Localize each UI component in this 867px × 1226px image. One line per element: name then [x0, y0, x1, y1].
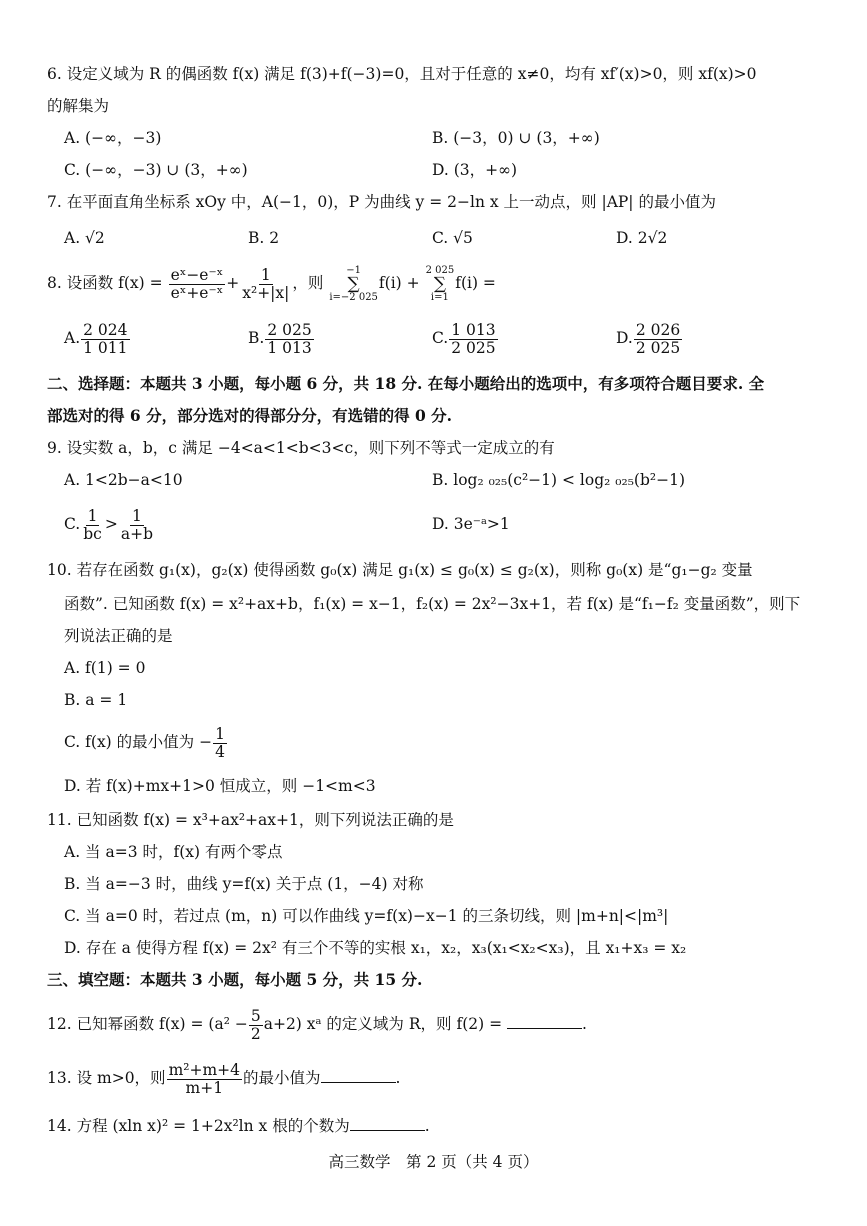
q8-stem: 8. 设函数 f(x) = $\frac{\text{eˣ−e⁻ˣ}}{\text{eˣ+e⁻ˣ}}$ + $\frac{1}{\text{x²+|x|}}$ ，则 −1 ∑ i=−2 025 f(i) + 2 025 ∑ i=1 f(i) = — [47, 264, 496, 303]
q9-option-c: C. $\frac{1}{bc}$ > $\frac{1}{a+b}$ — [64, 506, 153, 543]
q8-term-2: f(i) = — [455, 274, 496, 292]
section3-heading: 三、填空题：本题共 3 小题，每小题 5 分，共 15 分. — [47, 970, 423, 989]
q6-stem-line2: 的解集为 — [47, 97, 110, 115]
q6-option-b: B. (−3，0) ∪ (3，+∞) — [432, 129, 600, 147]
q7-option-a: A. √2 — [64, 229, 105, 247]
q7-stem: 7. 在平面直角坐标系 xOy 中，A(−1，0)，P 为曲线 y = 2−ln x 上一动点，则 |AP| 的最小值为 — [47, 193, 716, 211]
q11-option-d: D. 存在 a 使得方程 f(x) = 2x² 有三个不等的实根 x₁，x₂，x₃(x₁<x₂<x₃)，且 x₁+x₃ = x₂ — [64, 939, 687, 957]
q10-option-c: C. f(x) 的最小值为 − $\frac{1}{4}$ — [64, 724, 225, 761]
q7-option-c: C. √5 — [432, 229, 473, 247]
q6-stem-line1: 6. 设定义域为 R 的偶函数 f(x) 满足 f(3)+f(−3)=0，且对于任意的 x≠0，均有 xf′(x)>0，则 xf(x)>0 — [47, 65, 757, 83]
q6-option-d: D. (3，+∞) — [432, 161, 518, 179]
q8-fraction-1: $\frac{\text{eˣ−e⁻ˣ}}{\text{eˣ+e⁻ˣ}}$ — [170, 265, 224, 302]
q10-option-b: B. a = 1 — [64, 691, 128, 709]
q11-stem: 11. 已知函数 f(x) = x³+ax²+ax+1，则下列说法正确的是 — [47, 811, 454, 829]
q8-option-b: B. $\frac{2 025}{1 013}$ — [248, 320, 312, 357]
q13-answer-blank[interactable] — [321, 1066, 396, 1083]
q8-fraction-2: $\frac{1}{\text{x²+|x|}}$ — [242, 265, 290, 302]
q14-answer-blank[interactable] — [350, 1114, 425, 1131]
section2-heading-line2: 部选对的得 6 分，部分选对的得部分分，有选错的得 0 分. — [47, 406, 453, 425]
q9-stem: 9. 设实数 a，b，c 满足 −4<a<1<b<3<c，则下列不等式一定成立的有 — [47, 439, 555, 457]
q8-sum-1: −1 ∑ i=−2 025 — [329, 264, 378, 303]
q8-term-1: f(i) + — [378, 274, 420, 292]
q11-option-c: C. 当 a=0 时，若过点 (m，n) 可以作曲线 y=f(x)−x−1 的三条切线，则 |m+n|<|m³| — [64, 907, 669, 925]
q12-stem: 12. 已知幂函数 f(x) = (a² − $\frac{5}{2}$ a+2) xᵃ 的定义域为 R，则 f(2) = . — [47, 1006, 587, 1043]
q8-option-a: A. $\frac{2 024}{1 011}$ — [64, 320, 128, 357]
q9-option-d: D. 3e⁻ᵃ>1 — [432, 515, 510, 533]
q14-stem: 14. 方程 (xln x)² = 1+2x²ln x 根的个数为 . — [47, 1114, 430, 1138]
q13-stem: 13. 设 m>0，则 $\frac{\text{m²+m+4}}{m+1}$ 的最小值为 . — [47, 1060, 401, 1097]
q6-option-c: C. (−∞，−3) ∪ (3，+∞) — [64, 161, 248, 179]
q9-option-a: A. 1<2b−a<10 — [64, 471, 183, 489]
q7-option-b: B. 2 — [248, 229, 280, 247]
q10-stem-line3: 列说法正确的是 — [64, 627, 173, 645]
q11-option-b: B. 当 a=−3 时，曲线 y=f(x) 关于点 (1，−4) 对称 — [64, 875, 424, 893]
q10-stem-line1: 10. 若存在函数 g₁(x)，g₂(x) 使得函数 g₀(x) 满足 g₁(x) ≤ g₀(x) ≤ g₂(x)，则称 g₀(x) 是“g₁−g₂ 变量 — [47, 561, 753, 579]
q12-answer-blank[interactable] — [507, 1012, 582, 1029]
q8-prefix: 8. 设函数 f(x) = — [47, 274, 163, 292]
section2-heading-line1: 二、选择题：本题共 3 小题，每小题 6 分，共 18 分. 在每小题给出的选项中，有多项符合题目要求. 全 — [47, 374, 765, 393]
q8-option-d: D. $\frac{2 026}{2 025}$ — [616, 320, 681, 357]
q8-sum-2: 2 025 ∑ i=1 — [425, 264, 455, 303]
q6-option-a: A. (−∞，−3) — [64, 129, 162, 147]
q9-option-b: B. log₂ ₀₂₅(c²−1) < log₂ ₀₂₅(b²−1) — [432, 471, 685, 489]
q8-option-c: C. $\frac{1 013}{2 025}$ — [432, 320, 496, 357]
q7-option-d: D. 2√2 — [616, 229, 668, 247]
q10-option-a: A. f(1) = 0 — [64, 659, 146, 677]
q11-option-a: A. 当 a=3 时，f(x) 有两个零点 — [64, 843, 283, 861]
page-footer: 高三数学 第 2 页（共 4 页） — [328, 1153, 539, 1171]
q10-option-d: D. 若 f(x)+mx+1>0 恒成立，则 −1<m<3 — [64, 777, 376, 795]
q10-stem-line2: 函数”. 已知函数 f(x) = x²+ax+b，f₁(x) = x−1，f₂(x) = 2x²−3x+1，若 f(x) 是“f₁−f₂ 变量函数”，则下 — [64, 595, 801, 613]
